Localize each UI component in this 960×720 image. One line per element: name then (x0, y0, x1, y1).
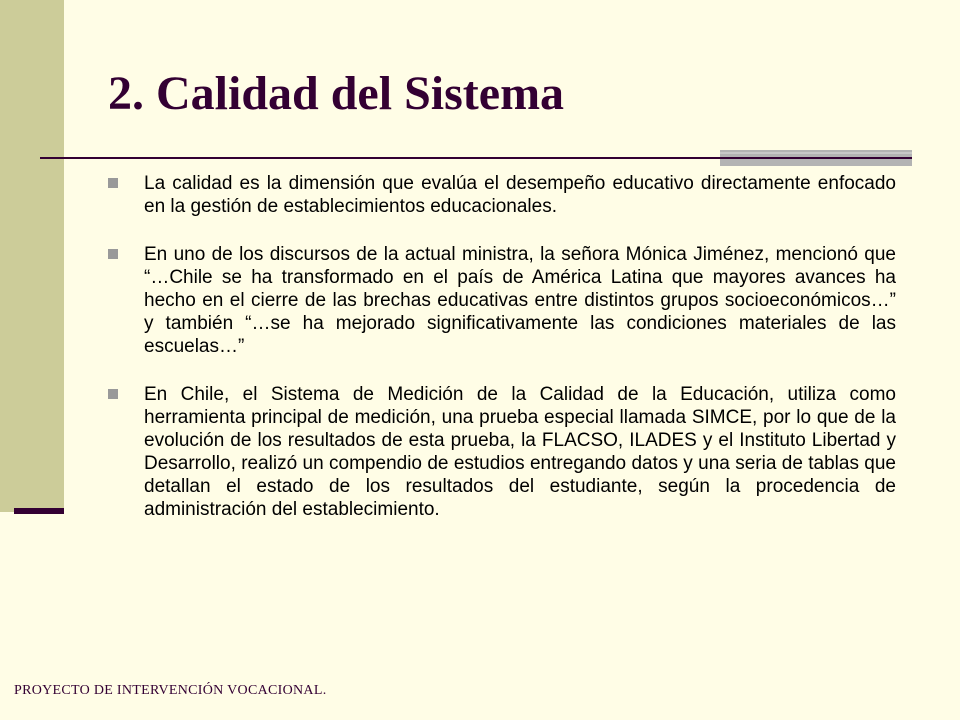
left-accent-bar (14, 508, 64, 514)
bullet-text: La calidad es la dimensión que evalúa el desempeño educativo directamente enfocado en la gestión de establecimientos educacionales. (144, 173, 896, 217)
title-rule-gray-highlight (720, 152, 912, 154)
slide-title: 2. Calidad del Sistema (108, 67, 565, 120)
bullet-item (108, 383, 896, 521)
bullet-text: En uno de los discursos de la actual ministra, la señora Mónica Jiménez, mencionó que “…Chile se ha transformado en el país de América Latina que mayores avances ha hecho en el cierre de las brechas educativas entre distintos grupos socioeconómicos…” y también “…se ha mejorado significativamente las condiciones materiales de las escuelas…” (144, 244, 896, 357)
bullet-item (108, 172, 896, 218)
slide-footer: PROYECTO DE INTERVENCIÓN VOCACIONAL. (14, 683, 327, 698)
bullet-list (108, 172, 896, 546)
bullet-text: En Chile, el Sistema de Medición de la Calidad de la Educación, utiliza como herramienta principal de medición, una prueba especial llamada SIMCE, por lo que de la evolución de los resultados de esta prueba, la FLACSO, ILADES y el Instituto Libertad y Desarrollo, realizó un compendio de estudios entregando datos y una seria de tablas que detallan el estado de los resultados del estudiante, según la procedencia de administración del establecimiento. (144, 384, 896, 520)
title-rule-line (40, 157, 912, 159)
square-bullet-icon (108, 178, 118, 188)
left-decorative-band (0, 0, 64, 512)
square-bullet-icon (108, 249, 118, 259)
square-bullet-icon (108, 389, 118, 399)
bullet-item (108, 243, 896, 358)
